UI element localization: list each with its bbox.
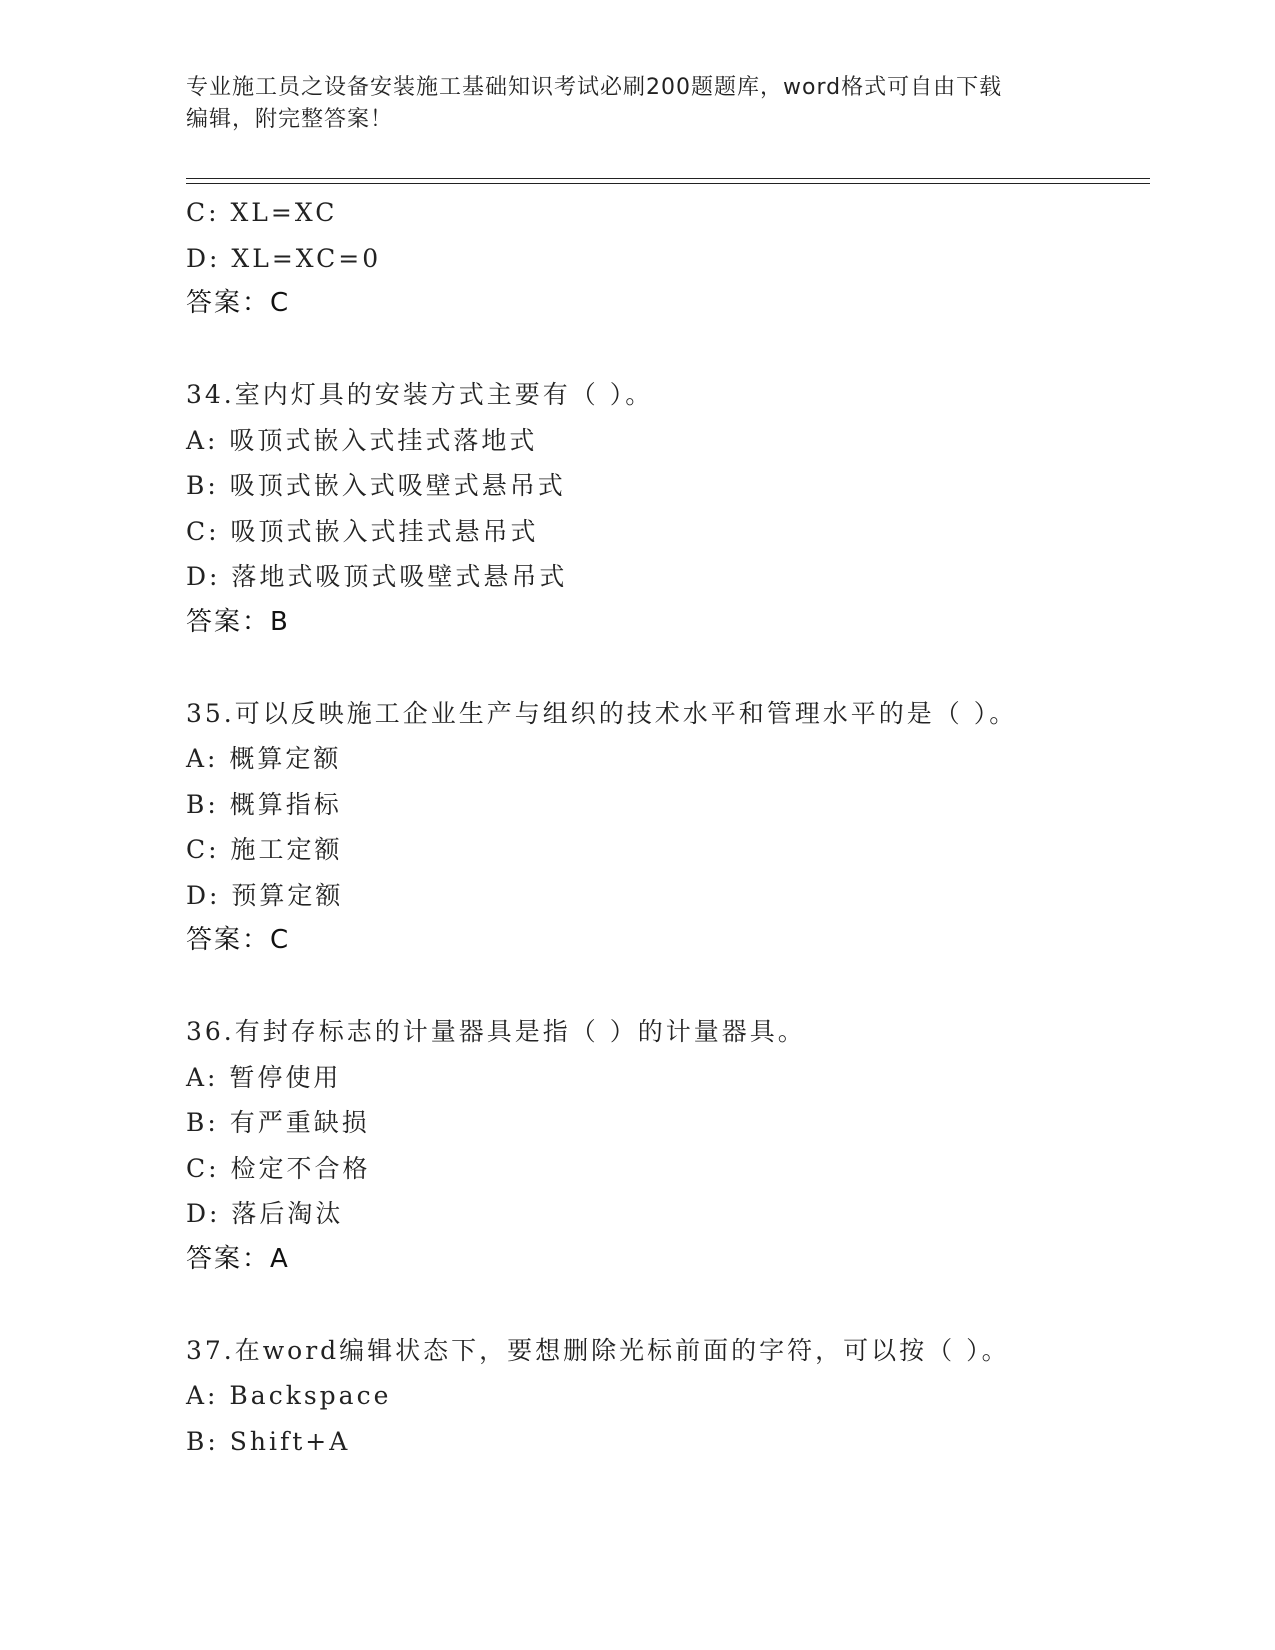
question-34-option-a: A: 吸顶式嵌入式挂式落地式: [186, 425, 538, 455]
question-36-block: [186, 1009, 1146, 1282]
question-list: [186, 190, 1146, 1464]
question-33-option-c: C: XL=XC: [186, 198, 338, 227]
spacer: [186, 1282, 1146, 1328]
spacer: [186, 645, 1146, 691]
header-title-line-2: 编辑，附完整答案！: [186, 107, 394, 132]
question-36-answer: 答案：A: [186, 1243, 290, 1274]
question-37-stem: 37.在word编辑状态下，要想删除光标前面的字符，可以按（ ）。: [186, 1335, 1010, 1365]
header-divider-bottom: [186, 183, 1150, 184]
document-header: [186, 72, 1086, 136]
question-37-option-a: A: Backspace: [186, 1381, 392, 1410]
question-37-option-b: B: Shift+A: [186, 1426, 351, 1456]
question-36-option-b: B: 有严重缺损: [186, 1108, 370, 1137]
question-37-block: [186, 1328, 1146, 1465]
question-34-option-d: D: 落地式吸顶式吸壁式悬吊式: [186, 562, 568, 591]
question-35-option-a: A: 概算定额: [186, 744, 342, 773]
question-34-stem: 34.室内灯具的安装方式主要有（ ）。: [186, 380, 654, 409]
question-34-answer: 答案：B: [186, 606, 290, 637]
question-35-block: [186, 691, 1146, 964]
question-34-option-c: C: 吸顶式嵌入式挂式悬吊式: [186, 516, 539, 546]
question-34-block: [186, 372, 1146, 645]
question-36-stem: 36.有封存标志的计量器具是指（ ）的计量器具。: [186, 1017, 806, 1046]
header-divider-top: [186, 178, 1150, 179]
header-title-line-1: 专业施工员之设备安装施工基础知识考试必刷200题题库，word格式可自由下载: [186, 75, 1003, 100]
question-34-option-b: B: 吸顶式嵌入式吸壁式悬吊式: [186, 471, 566, 500]
question-35-option-c: C: 施工定额: [186, 835, 343, 864]
question-35-option-d: D: 预算定额: [186, 880, 344, 910]
question-36-option-d: D: 落后淘汰: [186, 1199, 344, 1228]
question-33-block: [186, 190, 1146, 327]
spacer: [186, 327, 1146, 373]
question-35-option-b: B: 概算指标: [186, 789, 342, 819]
question-36-option-a: A: 暂停使用: [186, 1062, 342, 1092]
spacer: [186, 964, 1146, 1010]
question-33-option-d: D: XL=XC=0: [186, 243, 382, 273]
question-33-answer: 答案：C: [186, 288, 291, 318]
question-35-stem: 35.可以反映施工企业生产与组织的技术水平和管理水平的是（ ）。: [186, 698, 1018, 728]
question-35-answer: 答案：C: [186, 925, 291, 955]
question-36-option-c: C: 检定不合格: [186, 1153, 371, 1183]
